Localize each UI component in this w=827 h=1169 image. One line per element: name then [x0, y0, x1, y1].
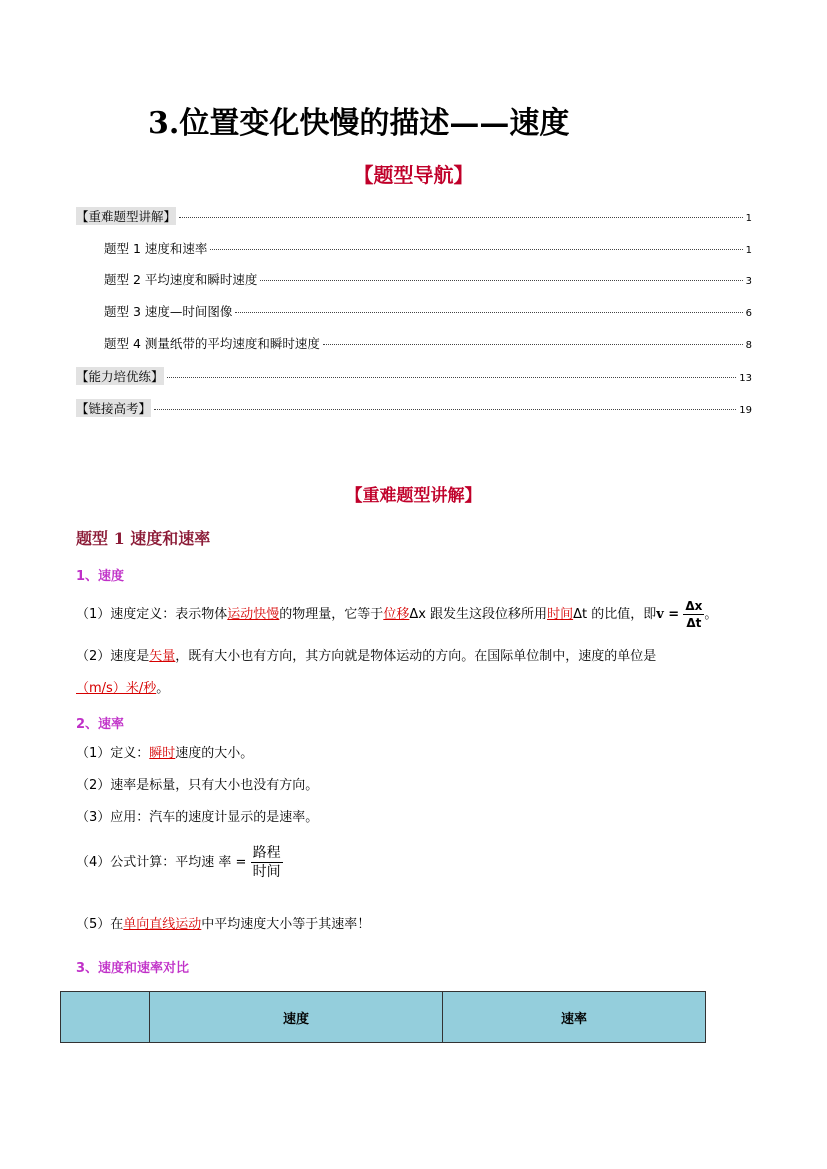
text: Δx 跟发生这段位移所用 — [409, 607, 548, 622]
page-title: 3.位置变化快慢的描述——速度 — [148, 106, 570, 141]
text: 中平均速度大小等于其速率！ — [201, 917, 371, 932]
toc-entry-type-1[interactable] — [104, 239, 752, 257]
table-header-cell: 速度 — [150, 992, 443, 1043]
rate-application: （3）应用：汽车的速度计显示的是速率。 — [76, 810, 319, 825]
toc-entry-type-2[interactable] — [104, 270, 752, 288]
comparison-table — [60, 991, 706, 1043]
toc-entry-type-4[interactable] — [104, 334, 752, 352]
toc-leader — [154, 409, 736, 410]
toc-leader — [260, 280, 742, 281]
rate-definition — [76, 745, 253, 763]
toc-entry-main-2[interactable] — [76, 367, 752, 385]
toc-leader — [167, 377, 737, 378]
text: （5）在 — [76, 917, 124, 932]
fraction-numerator: 路程 — [252, 845, 281, 861]
toc-label: 题型 2 平均速度和瞬时速度 — [104, 272, 258, 287]
blank-answer: 矢量 — [149, 649, 176, 664]
speed-vector-line-1 — [76, 648, 656, 666]
rate-straight-line — [76, 916, 370, 934]
section-heading: 【重难题型讲解】 — [345, 486, 482, 506]
rate-fraction — [251, 846, 283, 879]
fraction-denominator: Δt — [686, 616, 702, 630]
toc-page: 3 — [745, 276, 752, 287]
rate-heading: 2、速率 — [76, 717, 125, 732]
toc-page: 8 — [745, 340, 752, 351]
toc-label: 题型 3 速度—时间图像 — [104, 304, 233, 319]
toc-label: 题型 1 速度和速率 — [104, 241, 208, 256]
blank-answer: 时间 — [547, 607, 574, 622]
toc-leader — [235, 312, 742, 313]
text: （1）速度定义：表示物体 — [76, 607, 228, 622]
compare-heading: 3、速度和速率对比 — [76, 961, 190, 976]
toc-leader — [210, 249, 742, 250]
rate-formula — [76, 846, 283, 879]
toc-leader — [323, 344, 743, 345]
text: 。 — [156, 681, 170, 696]
fraction-numerator: Δx — [685, 599, 703, 613]
text: （1）定义： — [76, 746, 150, 761]
rate-scalar: （2）速率是标量，只有大小也没有方向。 — [76, 778, 319, 793]
speed-heading: 1、速度 — [76, 569, 125, 584]
text: Δt 的比值，即 — [573, 607, 657, 622]
blank-answer: （m/s）米/秒 — [76, 681, 157, 696]
text: 速度的大小。 — [175, 746, 254, 761]
formula-lhs: v = — [656, 607, 680, 622]
toc-page: 13 — [739, 373, 752, 384]
toc-page: 19 — [739, 405, 752, 416]
text: （2）速度是 — [76, 649, 150, 664]
toc-page: 6 — [745, 308, 752, 319]
toc-page: 1 — [745, 245, 752, 256]
toc-label: 【链接高考】 — [76, 401, 152, 416]
blank-answer: 瞬时 — [149, 746, 176, 761]
toc-entry-main-3[interactable] — [76, 399, 752, 417]
toc-leader — [179, 217, 743, 218]
speed-vector-line-2 — [76, 680, 169, 698]
blank-answer: 位移 — [383, 607, 410, 622]
table-header-row — [61, 992, 706, 1043]
blank-answer: 单向直线运动 — [123, 917, 202, 932]
table-header-cell: 速率 — [443, 992, 706, 1043]
toc-label: 【能力培优练】 — [76, 369, 164, 384]
text: 。 — [704, 607, 718, 622]
speed-definition — [76, 600, 717, 629]
toc-page: 1 — [745, 213, 752, 224]
text: ，既有大小也有方向，其方向就是物体运动的方向。在国际单位制中，速度的单位是 — [175, 649, 657, 664]
nav-heading: 【题型导航】 — [353, 163, 474, 187]
toc-label: 题型 4 测量纸带的平均速度和瞬时速度 — [104, 336, 320, 351]
text: （4）公式计算：平均速 率 = — [76, 855, 247, 870]
toc-label: 【重难题型讲解】 — [76, 209, 177, 224]
table-header-cell — [61, 992, 150, 1043]
type-1-heading: 题型 1 速度和速率 — [76, 529, 211, 548]
velocity-fraction — [683, 600, 704, 629]
blank-answer: 运动快慢 — [227, 607, 280, 622]
toc-entry-type-3[interactable] — [104, 302, 752, 320]
toc-entry-main-1[interactable] — [76, 207, 752, 225]
text: 的物理量，它等于 — [279, 607, 384, 622]
fraction-denominator: 时间 — [252, 864, 281, 880]
